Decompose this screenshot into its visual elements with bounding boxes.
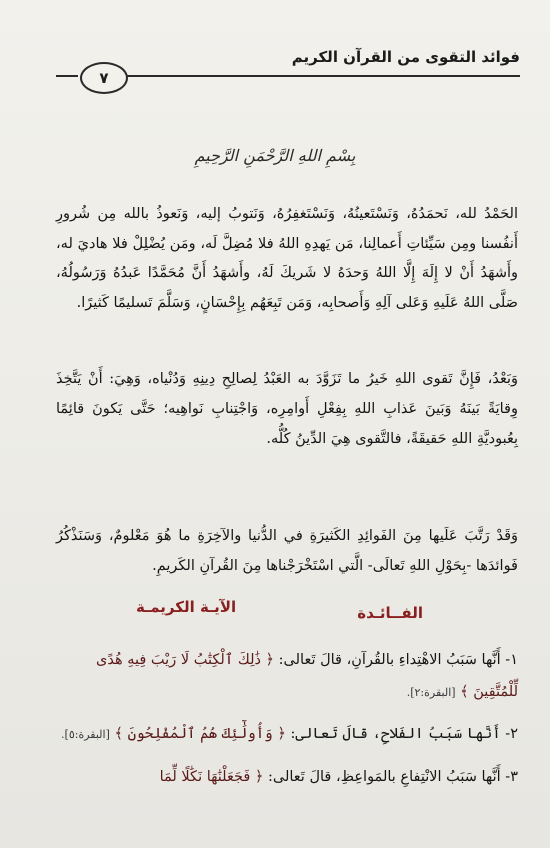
header-rule: [126, 75, 520, 77]
benefit-heading: الفــائـدة: [357, 604, 423, 622]
running-title: فوائد التقوى من القرآن الكريم: [291, 48, 520, 66]
verse-reference: [البقرة:٢].: [406, 686, 456, 699]
item-text: ١- أَنَّها سَبَبُ الاهْتِداءِ بالقُرآنِ، قالَ تَعالى:: [274, 652, 518, 668]
verse-heading: الآيـة الكريمـة: [136, 598, 237, 616]
quran-verse: ﴿ ذَٰلِكَ ٱلْكِتَٰبُ لَا رَيْبَ فِيهِ هُدًى لِّلْمُتَّقِينَ ﴾: [96, 652, 518, 700]
paragraph-text: الحَمْدُ لله، نَحمَدُهُ، وَنَسْتَعينُهُ، وَنَسْتَغفِرُهُ، وَنَتوبُ إليه، وَنَعوذُ بالله مِن شُرورِ أَنفُسنا ومِن سَيِّئاتِ أَعمالِنا، مَن يَهدِهِ اللهُ فلا مُضِلَّ لَه، ومَن يُضْلِلْ فلا هاديَ له، وأَشهَدُ أَنْ لا إِلَهَ إِلَّا اللهُ وَحدَهُ لا شَريكَ لَهُ، وأَشهَدُ أَنَّ مُحَمَّدًا عَبدُهُ وَرَسُولُهُ، صَلَّى اللهُ عَلَيهِ وَعَلى آلِهِ وَأَصحابِه، وَمَن تَبِعَهُم بِإِحْسَانٍ، وَسَلَّمَ تَسليمًا كَثيرًا.: [56, 206, 518, 311]
intro-paragraph: [56, 200, 518, 318]
list-item: [48, 644, 518, 709]
verse-reference: [البقرة:٥].: [61, 728, 110, 741]
quran-verse: ﴿ فَجَعَلْنَٰهَا نَكَٰلًا لِّمَا: [159, 769, 264, 785]
paragraph-text: وَقَدْ رَتَّبَ عَلَيها مِنَ الفَوائِدِ الكَثيرَةِ في الدُّنيا والآخِرَةِ ما هُوَ مَعْلومٌ، وَسَنَذْكُرُ فَوائدَها -بِحَوْلِ اللهِ تَعالَى- الَّتي اسْتَخْرَجْناها مِنَ القُرآنِ الكَريمِ.: [56, 528, 518, 574]
paragraph-text: وَبَعْدُ، فَإِنَّ تَقوى اللهِ خَيرُ ما تَزَوَّدَ به العَبْدُ لِصالِحِ دِينِهِ وَدُنْياه، وَهِيَ: أَنْ يَتَّخِذَ وِقايَةً بَينَهُ وَبَينَ عَذابِ اللهِ بِفِعْلِ أَوامِرِه، وَاجْتِنابِ نَواهِيه؛ حَتَّى يَكونَ قائِمًا بِعُبوديَّةِ اللهِ حَقيقَةً، فالتَّقوى هِيَ الدِّينُ كُلُّه.: [56, 371, 518, 447]
list-item: [48, 719, 518, 750]
header-rule-left: [56, 75, 78, 77]
quran-verse: ﴿ وَأُولَٰٓئِكَ هُمُ ٱلْمُفْلِحُونَ ﴾: [114, 726, 286, 742]
column-headings: [56, 598, 518, 628]
page-header: [56, 44, 520, 98]
item-text: ٢- أَنَّها سَبَبُ الفَلاحِ، قالَ تَعالى:: [285, 726, 518, 742]
benefits-paragraph: [56, 521, 518, 581]
definition-paragraph: [56, 364, 518, 454]
item-text: ٣- أَنَّها سَبَبُ الانْتِفاعِ بالمَواعِظِ، قالَ تَعالى:: [263, 769, 518, 785]
benefits-list: [48, 644, 518, 792]
page-number-badge: ٧: [80, 62, 128, 94]
basmala: بِسْمِ اللهِ الرَّحْمَنِ الرَّحِيمِ: [194, 146, 356, 165]
list-item: [48, 762, 518, 792]
